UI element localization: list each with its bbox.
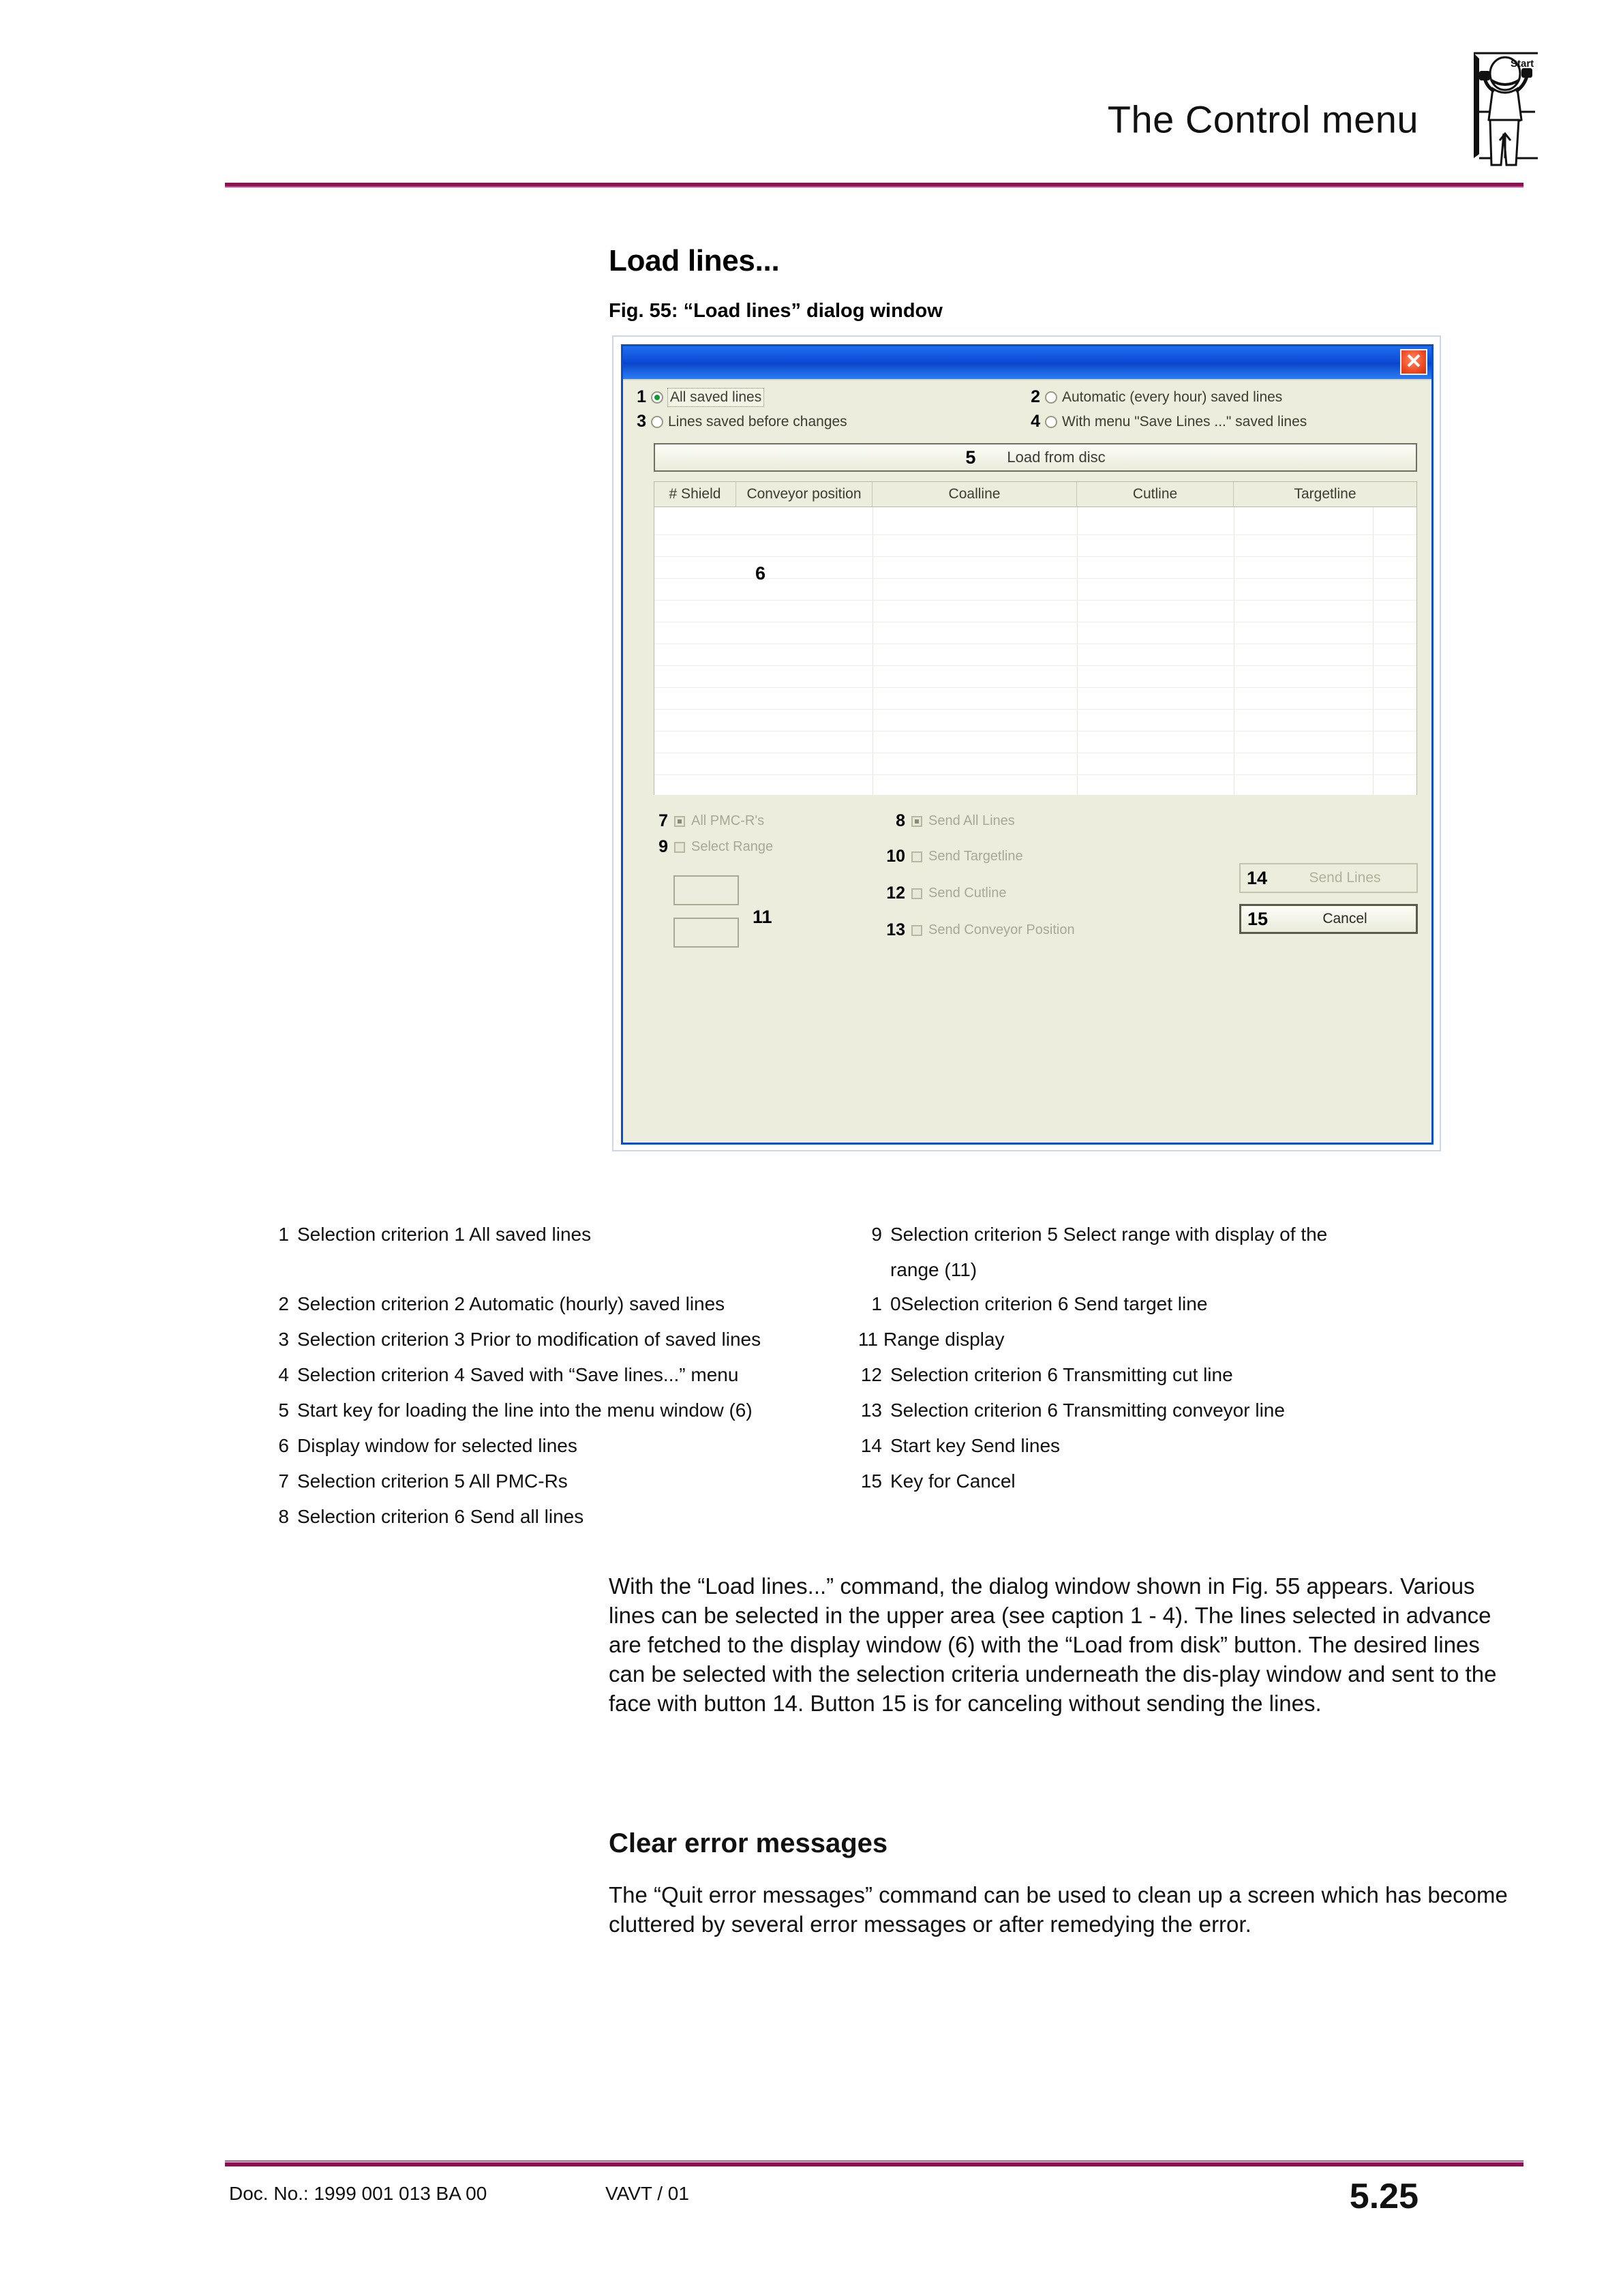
callout-6: 6 xyxy=(755,563,766,584)
checkbox-label-select-range: Select Range xyxy=(691,839,774,854)
legend-number: 9 xyxy=(871,1224,882,1245)
callout-14: 14 xyxy=(1246,867,1268,888)
legend-item xyxy=(852,1329,1004,1350)
load-lines-dialog xyxy=(621,344,1434,1145)
legend-text: Key for Cancel xyxy=(890,1470,1016,1492)
table-header-row xyxy=(654,482,1416,507)
radio-label-2: Automatic (every hour) saved lines xyxy=(1062,389,1283,405)
page-header xyxy=(0,0,1623,198)
callout-2: 2 xyxy=(1031,387,1040,406)
legend-text: Start key for loading the line into the menu window (6) xyxy=(297,1400,753,1421)
legend-text: 0Selection criterion 6 Send target line xyxy=(890,1293,1208,1314)
radio-icon[interactable] xyxy=(1045,416,1057,428)
radio-lines-saved-before-changes[interactable] xyxy=(633,412,847,432)
radio-with-menu-save-lines[interactable] xyxy=(1027,412,1307,432)
checkbox-icon-checked[interactable] xyxy=(911,816,922,827)
legend-item xyxy=(259,1224,591,1245)
header-divider xyxy=(225,183,1523,186)
footer-divider xyxy=(225,2162,1523,2166)
legend-text: Selection criterion 2 Automatic (hourly) saved lines xyxy=(297,1293,725,1314)
legend-text: Selection criterion 6 Transmitting conveyor line xyxy=(890,1400,1285,1421)
column-header-targetline: Targetline xyxy=(1294,486,1356,502)
legend-item xyxy=(852,1400,1285,1421)
legend-item xyxy=(259,1293,725,1315)
callout-3: 3 xyxy=(637,412,646,431)
send-options-group xyxy=(886,809,1213,963)
legend-number: 12 xyxy=(860,1364,882,1385)
legend-number: 5 xyxy=(278,1400,289,1421)
legend-number: 6 xyxy=(278,1435,289,1456)
start-label: Start xyxy=(1511,58,1534,70)
legend-number: 4 xyxy=(278,1364,289,1385)
legend-number: 13 xyxy=(860,1400,882,1421)
legend-item xyxy=(259,1435,577,1457)
checkbox-send-cutline[interactable] xyxy=(886,883,1007,903)
range-from-input[interactable] xyxy=(673,875,739,905)
legend-text: Start key Send lines xyxy=(890,1435,1061,1456)
checkbox-icon[interactable] xyxy=(911,925,922,936)
radio-label-1: All saved lines xyxy=(668,389,763,406)
figure-load-lines-dialog xyxy=(612,335,1441,1151)
checkbox-label-send-conveyor-position: Send Conveyor Position xyxy=(928,922,1075,937)
footer-revision: VAVT / 01 xyxy=(605,2183,689,2204)
callout-13: 13 xyxy=(886,920,905,939)
legend-text: Selection criterion 6 Transmitting cut line xyxy=(890,1364,1233,1385)
radio-icon[interactable] xyxy=(1045,391,1057,404)
legend-number: 1 xyxy=(278,1224,289,1245)
legend-number: 14 xyxy=(860,1435,882,1456)
close-icon[interactable]: ✕ xyxy=(1400,349,1427,375)
legend-text: Selection criterion 1 All saved lines xyxy=(297,1224,592,1245)
callout-12: 12 xyxy=(886,883,905,903)
paragraph-text: With the “Load lines...” command, the dialog window shown in Fig. 55 appears. Various lines can be selected in the upper area (see caption 1 - 4). The lines selected in advance are fetched to the display window (6) with the “Load from disk” button. The desired lines can be selected with the selection criteria underneath the dis-play window and sent to the face with button 14. Button 15 is for canceling without sending the lines. xyxy=(609,1573,1497,1716)
selection-criteria-group xyxy=(633,387,1418,436)
callout-11: 11 xyxy=(753,907,772,927)
dialog-action-buttons xyxy=(1239,863,1418,958)
legend-item xyxy=(852,1224,1327,1245)
send-lines-button[interactable] xyxy=(1239,863,1418,893)
radio-all-saved-lines[interactable] xyxy=(633,387,763,407)
checkbox-send-targetline[interactable] xyxy=(886,847,1023,866)
legend-text: Selection criterion 5 All PMC-Rs xyxy=(297,1470,568,1492)
callout-1: 1 xyxy=(637,387,646,406)
legend-number: 7 xyxy=(278,1470,289,1492)
legend-item xyxy=(852,1470,1016,1492)
cancel-label: Cancel xyxy=(1322,911,1367,926)
legend-text: range (11) xyxy=(890,1259,977,1280)
legend-item xyxy=(259,1329,761,1350)
legend-item xyxy=(259,1364,738,1386)
radio-icon[interactable] xyxy=(651,416,663,428)
callout-10: 10 xyxy=(886,847,905,866)
legend-item xyxy=(852,1435,1060,1457)
checkbox-all-pmc-rs[interactable] xyxy=(649,811,764,831)
legend-number: 8 xyxy=(278,1506,289,1527)
table-body-empty[interactable] xyxy=(654,507,1416,795)
callout-5: 5 xyxy=(965,447,976,468)
figure-caption: Fig. 55: “Load lines” dialog window xyxy=(609,300,943,322)
legend-number: 2 xyxy=(278,1293,289,1314)
load-from-disc-label: Load from disc xyxy=(1007,449,1106,466)
legend-item xyxy=(259,1400,753,1421)
callout-4: 4 xyxy=(1031,412,1040,431)
range-to-input[interactable] xyxy=(673,918,739,948)
checkbox-label-send-all-lines: Send All Lines xyxy=(928,813,1015,828)
callout-8: 8 xyxy=(896,811,905,830)
checkbox-select-range[interactable] xyxy=(649,837,773,857)
legend-item-continuation xyxy=(852,1259,977,1281)
figure-legend xyxy=(0,1224,1623,1544)
checkbox-label-all-pmc-rs: All PMC-R's xyxy=(691,813,765,828)
legend-item xyxy=(852,1293,1207,1315)
legend-item xyxy=(259,1470,568,1492)
column-header-coalline: Coalline xyxy=(873,482,1077,507)
callout-9: 9 xyxy=(658,837,668,856)
checkbox-icon-checked[interactable] xyxy=(674,816,685,827)
radio-automatic-saved-lines[interactable] xyxy=(1027,387,1282,407)
body-paragraph-2 xyxy=(609,1880,1508,1939)
column-header-shield: # Shield xyxy=(654,482,736,507)
dialog-body xyxy=(623,380,1431,1143)
radio-label-3: Lines saved before changes xyxy=(668,413,847,429)
section-title: Load lines... xyxy=(609,244,780,277)
checkbox-icon[interactable] xyxy=(911,888,922,899)
checkbox-label-send-cutline: Send Cutline xyxy=(928,886,1007,901)
legend-number: 3 xyxy=(278,1329,289,1350)
legend-text: Selection criterion 5 Select range with display of the xyxy=(890,1224,1328,1245)
checkbox-send-conveyor-position[interactable] xyxy=(886,920,1075,940)
legend-number: 1 xyxy=(871,1293,882,1314)
legend-item xyxy=(259,1506,583,1528)
dialog-title-bar xyxy=(623,346,1431,380)
callout-7: 7 xyxy=(658,811,668,830)
page-number: 5.25 xyxy=(1349,2177,1419,2216)
pmcr-selection-group xyxy=(649,809,874,963)
legend-number: 11 xyxy=(858,1329,878,1350)
dialog-controls-area xyxy=(633,803,1418,967)
page-title: The Control menu xyxy=(1107,97,1419,141)
radio-label-4: With menu "Save Lines ..." saved lines xyxy=(1062,413,1307,429)
checkbox-icon[interactable] xyxy=(911,851,922,862)
send-lines-label: Send Lines xyxy=(1309,870,1381,886)
column-header-conveyor-position: Conveyor position xyxy=(736,482,873,507)
body-paragraph-1 xyxy=(609,1571,1508,1718)
legend-text: Selection criterion 3 Prior to modification of saved lines xyxy=(297,1329,761,1350)
checkbox-send-all-lines[interactable] xyxy=(886,811,1015,831)
paragraph-text: The “Quit error messages” command can be used to clean up a screen which has become cluttered by several error messages or after remedying the error. xyxy=(609,1882,1508,1937)
operator-at-control-panel-icon xyxy=(1464,38,1539,172)
radio-icon-selected[interactable] xyxy=(651,391,663,404)
load-from-disc-button[interactable] xyxy=(654,443,1417,472)
legend-text: Selection criterion 4 Saved with “Save lines...” menu xyxy=(297,1364,739,1385)
legend-text: Selection criterion 6 Send all lines xyxy=(297,1506,584,1527)
legend-number: 15 xyxy=(860,1470,882,1492)
footer-doc-number: Doc. No.: 1999 001 013 BA 00 xyxy=(229,2183,487,2204)
column-header-cutline: Cutline xyxy=(1077,482,1234,507)
legend-item xyxy=(852,1364,1233,1386)
checkbox-icon[interactable] xyxy=(674,842,685,853)
checkbox-label-send-targetline: Send Targetline xyxy=(928,849,1023,864)
legend-text: Display window for selected lines xyxy=(297,1435,577,1456)
legend-text: Range display xyxy=(883,1329,1005,1350)
subsection-heading: Clear error messages xyxy=(609,1828,888,1858)
callout-15: 15 xyxy=(1247,908,1269,929)
cancel-button[interactable] xyxy=(1239,904,1418,934)
lines-display-table[interactable] xyxy=(654,481,1417,795)
